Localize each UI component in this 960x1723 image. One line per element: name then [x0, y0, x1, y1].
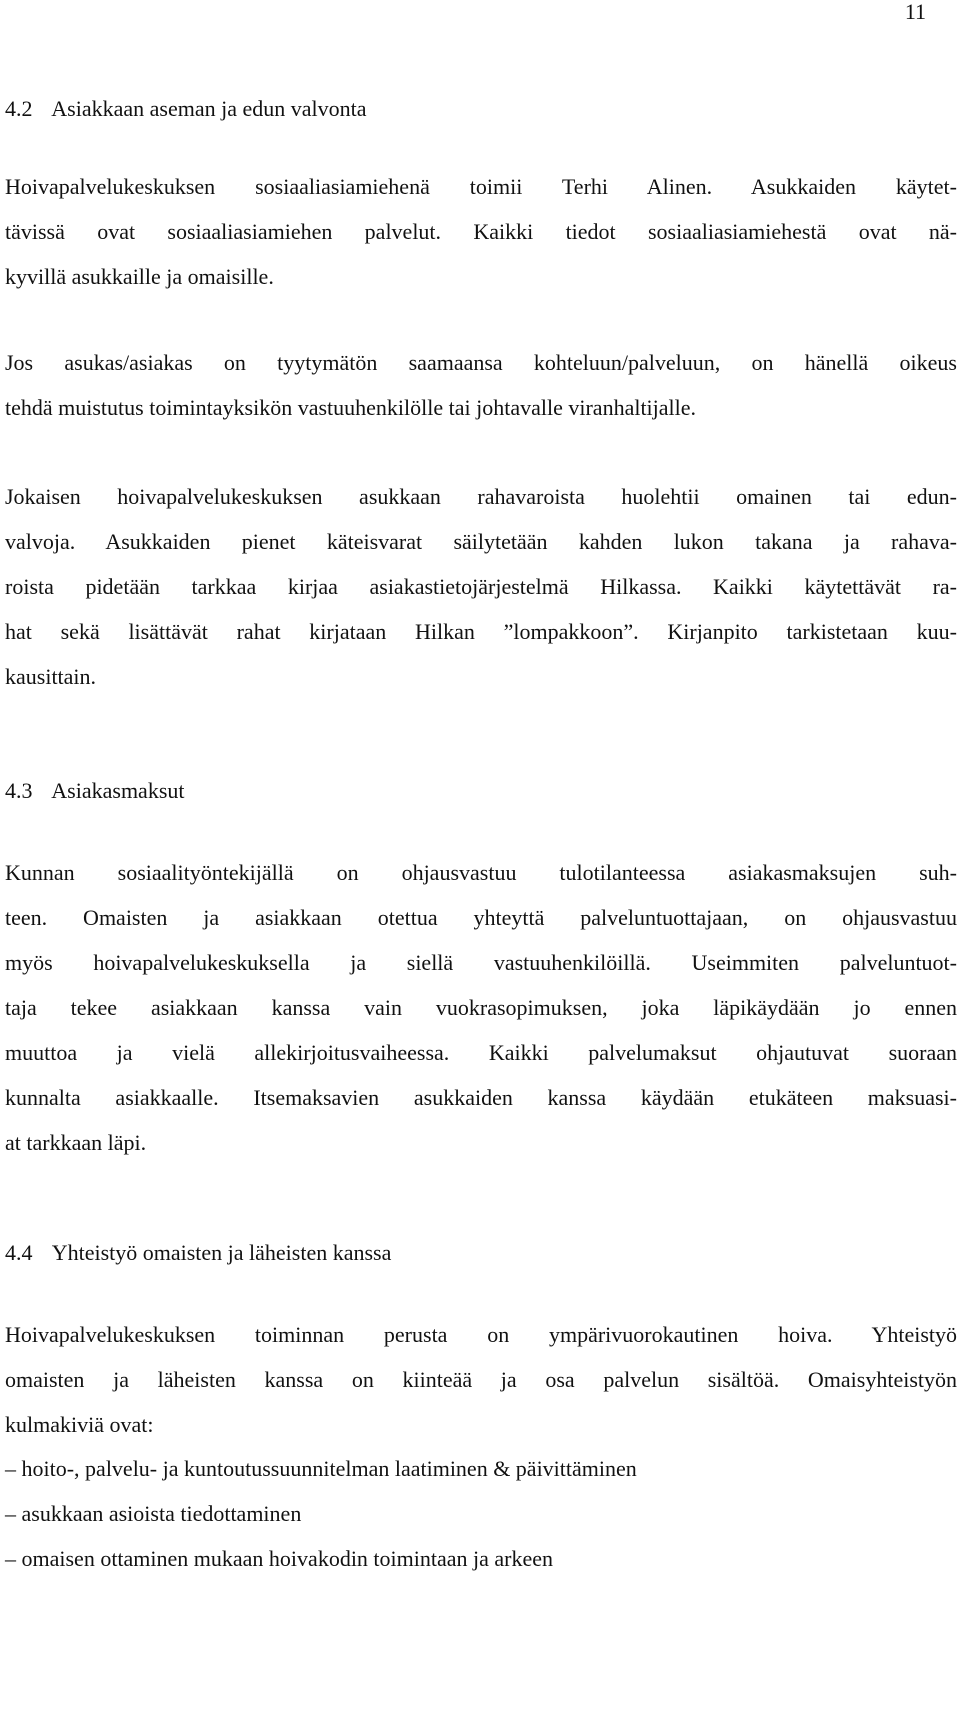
list-item: – asukkaan asioista tiedottaminen [5, 1501, 302, 1526]
text-line: taja tekee asiakkaan kanssa vain vuokrasopimuksen, joka läpikäydään jo ennen [5, 995, 957, 1020]
section-heading-4-4 [5, 1240, 391, 1266]
paragraph [5, 340, 957, 430]
section-title: Asiakkaan aseman ja edun valvonta [51, 96, 367, 121]
paragraph [5, 164, 957, 299]
section-heading-4-2 [5, 96, 367, 122]
text-line: Jos asukas/asiakas on tyytymätön saamaansa kohteluun/palveluun, on hänellä oikeus [5, 350, 957, 375]
list-item: – omaisen ottaminen mukaan hoivakodin toimintaan ja arkeen [5, 1546, 554, 1571]
text-line: roista pidetään tarkkaa kirjaa asiakastietojärjestelmä Hilkassa. Kaikki käytettävät ra- [5, 574, 957, 599]
page-number: 11 [904, 0, 926, 24]
section-number: 4.2 [5, 96, 33, 121]
paragraph [5, 1312, 957, 1447]
text-line: hat sekä lisättävät rahat kirjataan Hilkan ”lompakkoon”. Kirjanpito tarkistetaan kuu- [5, 619, 957, 644]
section-heading-4-3 [5, 778, 185, 804]
text-line: omaisten ja läheisten kanssa on kiinteää ja osa palvelun sisältöä. Omaisyhteistyön [5, 1367, 957, 1392]
paragraph [5, 850, 957, 1165]
text-line: kulmakiviä ovat: [5, 1412, 154, 1437]
text-line: tehdä muistutus toimintayksikön vastuuhenkilölle tai johtavalle viranhaltijalle. [5, 395, 697, 420]
text-line: teen. Omaisten ja asiakkaan otettua yhteyttä palveluntuottajaan, on ohjausvastuu [5, 905, 957, 930]
text-line: Jokaisen hoivapalvelukeskuksen asukkaan rahavaroista huolehtii omainen tai edun- [5, 484, 957, 509]
text-line: kyvillä asukkaille ja omaisille. [5, 264, 274, 289]
text-line: muuttoa ja vielä allekirjoitusvaiheessa. Kaikki palvelumaksut ohjautuvat suoraan [5, 1040, 957, 1065]
text-line: Hoivapalvelukeskuksen toiminnan perusta on ympärivuorokautinen hoiva. Yhteistyö [5, 1322, 957, 1347]
text-line: at tarkkaan läpi. [5, 1130, 147, 1155]
section-number: 4.3 [5, 778, 33, 803]
text-line: tävissä ovat sosiaaliasiamiehen palvelut. Kaikki tiedot sosiaaliasiamiehestä ovat nä- [5, 219, 957, 244]
text-line: Kunnan sosiaalityöntekijällä on ohjausvastuu tulotilanteessa asiakasmaksujen suh- [5, 860, 957, 885]
text-line: kausittain. [5, 664, 97, 689]
paragraph [5, 474, 957, 699]
bullet-list [5, 1446, 957, 1581]
text-line: valvoja. Asukkaiden pienet käteisvarat säilytetään kahden lukon takana ja rahava- [5, 529, 957, 554]
text-line: myös hoivapalvelukeskuksella ja siellä vastuuhenkilöillä. Useimmiten palveluntuot- [5, 950, 957, 975]
section-title: Asiakasmaksut [51, 778, 185, 803]
section-number: 4.4 [5, 1240, 33, 1265]
text-line: Hoivapalvelukeskuksen sosiaaliasiamiehenä toimii Terhi Alinen. Asukkaiden käytet- [5, 174, 957, 199]
section-title: Yhteistyö omaisten ja läheisten kanssa [51, 1240, 392, 1265]
text-line: kunnalta asiakkaalle. Itsemaksavien asukkaiden kanssa käydään etukäteen maksuasi- [5, 1085, 957, 1110]
list-item: – hoito-, palvelu- ja kuntoutussuunnitelman laatiminen & päivittäminen [5, 1456, 637, 1481]
